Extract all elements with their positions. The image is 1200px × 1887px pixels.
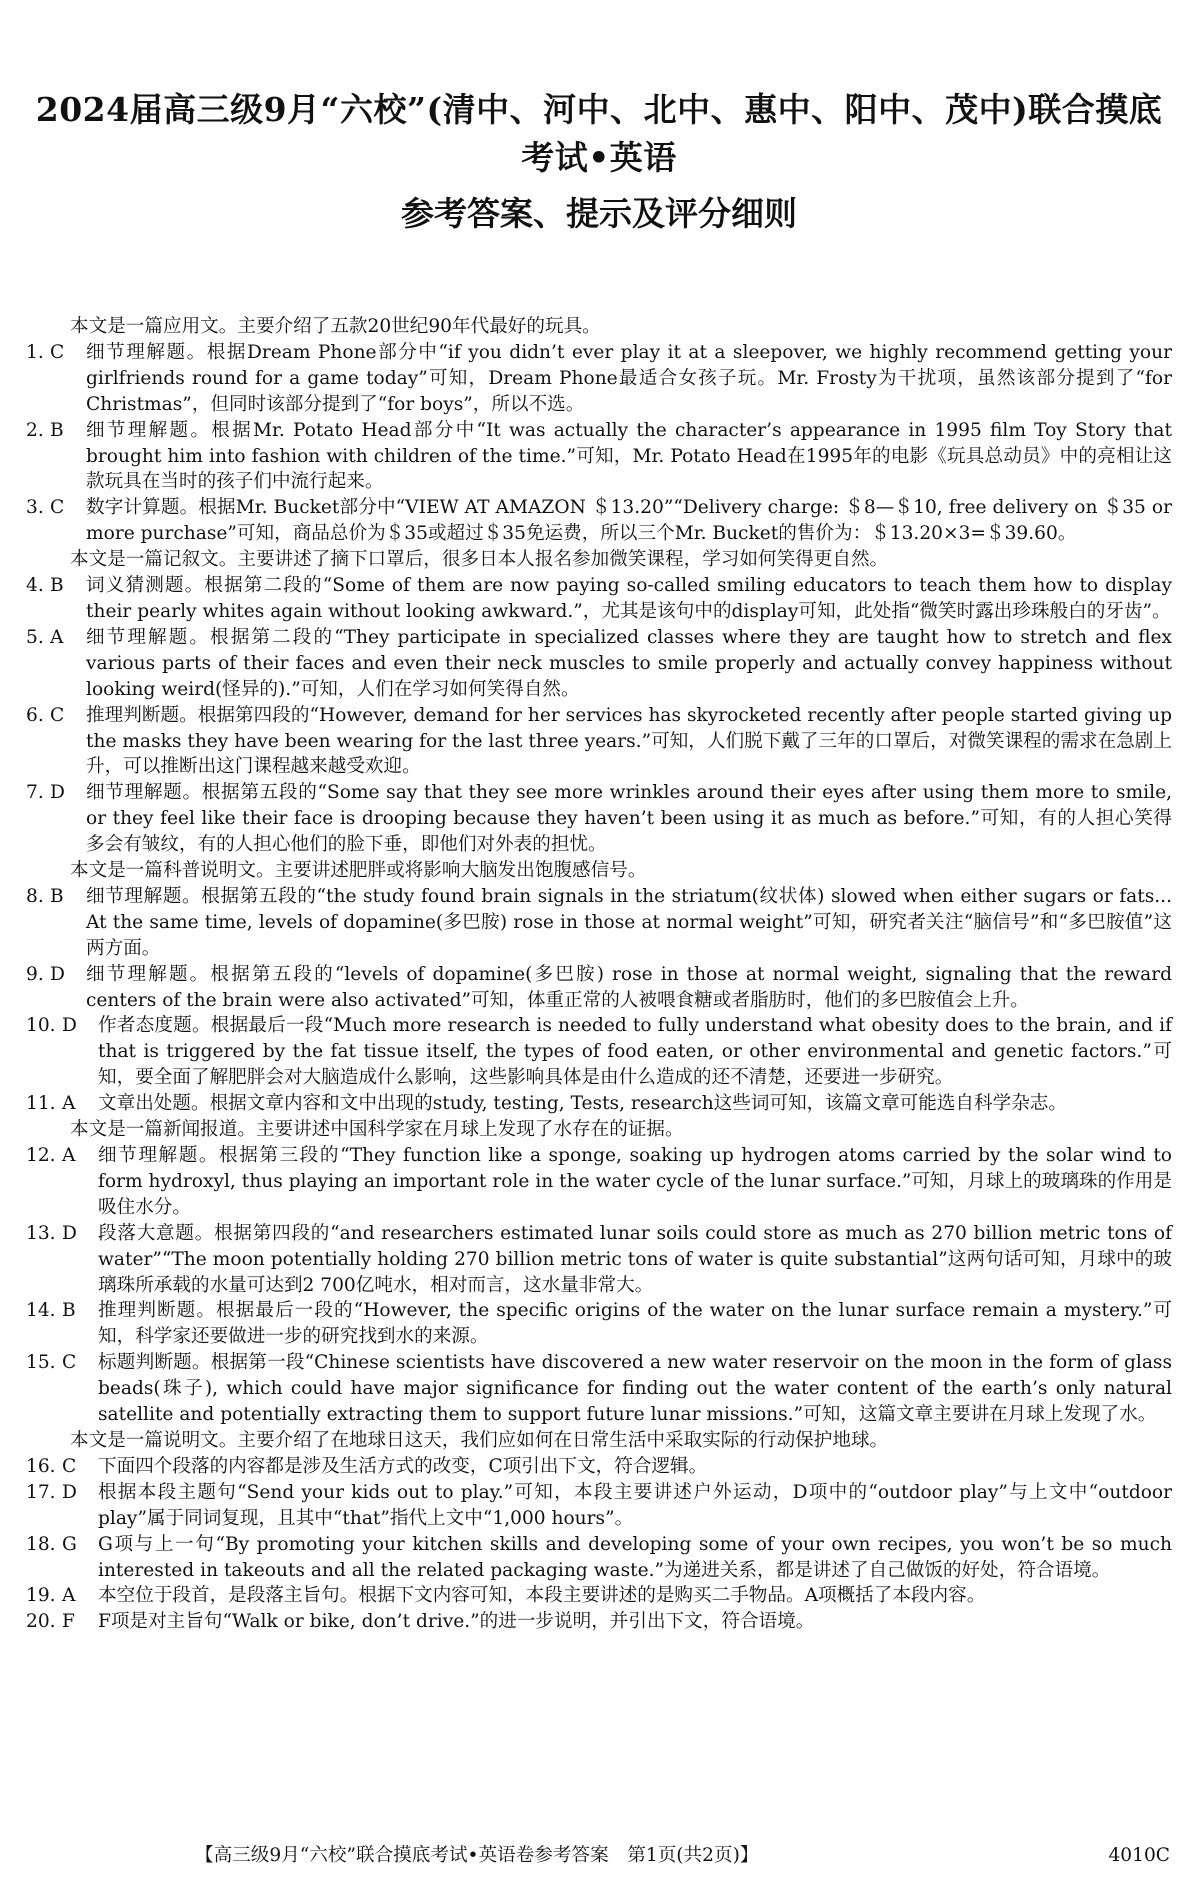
answer-letter: D bbox=[50, 963, 65, 985]
passage-intro: 本文是一篇记叙文。主要讲述了摘下口罩后，很多日本人报名参加微笑课程，学习如何笑得更自然。 bbox=[70, 549, 889, 571]
explanation-text: 作者态度题。根据最后一段“Much more research is needed to fully understand what obesity does to the brain, and if that is triggered by the fat tissue itself, the types of food eaten, or other environmental and genetic factors.”可知，要全面了解肥胖会对大脑造成什么影响，这些影响具体是由什么造成的还不清楚，还要进一步研究。 bbox=[98, 1015, 1172, 1089]
answer-item bbox=[26, 884, 1172, 962]
question-number: 19. bbox=[26, 1585, 56, 1607]
passage-intro: 本文是一篇说明文。主要介绍了在地球日这天，我们应如何在日常生活中采取实际的行动保护地球。 bbox=[70, 1429, 889, 1451]
answer-item bbox=[26, 625, 1172, 703]
explanation-text: F项是对主旨句“Walk or bike, don’t drive.”的进一步说明，并引出下文，符合语境。 bbox=[98, 1611, 815, 1633]
answer-item bbox=[26, 703, 1172, 781]
question-number: 2. bbox=[26, 419, 44, 441]
question-number: 13. bbox=[26, 1222, 56, 1244]
explanation-text: 细节理解题。根据Mr. Potato Head部分中“It was actually the character’s appearance in 1995 film Toy Story that brought him into fashion with children of the time.”可知，Mr. Potato Head在1995年的电影《玩具总动员》中的亮相让这款玩具在当时的孩子们中流行起来。 bbox=[86, 419, 1172, 493]
answer-item bbox=[26, 418, 1172, 496]
answer-letter: D bbox=[62, 1481, 77, 1503]
answer-item bbox=[26, 780, 1172, 858]
question-number: 9. bbox=[26, 963, 44, 985]
answer-letter: C bbox=[62, 1352, 77, 1374]
question-number: 8. bbox=[26, 885, 44, 907]
explanation-text: 细节理解题。根据第五段的“Some say that they see more wrinkles around their eyes after using them more to smile, or they feel like their face is drooping because they haven’t been using it as much as before.”可知，有的人担心笑得多会有皱纹，有的人担心他们的脸下垂，即他们对外表的担忧。 bbox=[86, 782, 1172, 856]
answer-item bbox=[26, 1298, 1172, 1350]
answer-letter: C bbox=[50, 497, 65, 519]
answer-item bbox=[26, 1583, 1172, 1609]
footer-page-info: 【高三级9月“六校”联合摸底考试•英语卷参考答案 第1页(共2页)】 bbox=[195, 1845, 759, 1866]
page-title: 2024届高三级9月“六校”(清中、河中、北中、惠中、阳中、茂中)联合摸底考试•英语 bbox=[35, 90, 1163, 177]
answer-letter: A bbox=[62, 1145, 76, 1166]
answer-letter: A bbox=[50, 626, 64, 648]
question-number: 5. bbox=[26, 626, 44, 648]
answer-letter: G bbox=[62, 1533, 77, 1555]
answer-letter: C bbox=[50, 704, 65, 726]
answer-letter: B bbox=[50, 419, 64, 441]
explanation-text: 细节理解题。根据Dream Phone部分中“if you didn’t ever play it at a sleepover, we highly recommend getting your girlfriends round for a game today”可知，Dream Phone最适合女孩子玩。Mr. Frosty为干扰项，虽然该部分提到了“for Christmas”，但同时该部分提到了“for boys”，所以不选。 bbox=[86, 341, 1172, 415]
explanation-text: 段落大意题。根据第四段的“and researchers estimated lunar soils could store as much as 270 billion metric tons of water”“The moon potentially holding 270 billion metric tons of water is quite substantial”这两句话可知，月球中的玻璃珠所承载的水量可达到2 700亿吨水，相对而言，这水量非常大。 bbox=[98, 1222, 1172, 1296]
answer-letter: D bbox=[50, 782, 65, 804]
passage-intro: 本文是一篇新闻报道。主要讲述中国科学家在月球上发现了水存在的证据。 bbox=[70, 1119, 684, 1141]
answer-item bbox=[26, 1143, 1172, 1221]
explanation-text: 数字计算题。根据Mr. Bucket部分中“VIEW AT AMAZON ＄13.20”“Delivery charge: ＄8—＄10, free delivery on ＄35 or more purchase”可知，商品总价为＄35或超过＄35免运费，所以三个Mr. Bucket的售价为：＄13.20×3=＄39.60。 bbox=[86, 497, 1172, 545]
answer-list bbox=[26, 314, 1172, 1635]
question-number: 16. bbox=[26, 1455, 56, 1477]
answer-item bbox=[26, 962, 1172, 1014]
explanation-text: 细节理解题。根据第五段的“the study found brain signals in the striatum(纹状体) slowed when either sugars or fats... At the same time, levels of dopamine(多巴胺) rose in those at normal weight”可知，研究者关注“脑信号”和“多巴胺值”这两方面。 bbox=[86, 885, 1172, 959]
explanation-text: 推理判断题。根据第四段的“However, demand for her services has skyrocketed recently after people started giving up the masks they have been wearing for the last three years.”可知，人们脱下戴了三年的口罩后，对微笑课程的需求在急剧上升，可以推断出这门课程越来越受欢迎。 bbox=[86, 704, 1172, 778]
explanation-text: 下面四个段落的内容都是涉及生活方式的改变，C项引出下文，符合逻辑。 bbox=[98, 1455, 708, 1477]
explanation-text: 细节理解题。根据第三段的“They function like a sponge, soaking up hydrogen atoms carried by the solar wind to form hydroxyl, thus playing an important role in the water cycle of the lunar surface.”可知，月球上的玻璃珠的作用是吸住水分。 bbox=[98, 1145, 1172, 1218]
answer-letter: D bbox=[62, 1222, 77, 1244]
question-number: 17. bbox=[26, 1481, 56, 1503]
question-number: 14. bbox=[26, 1300, 56, 1322]
answer-item bbox=[26, 1609, 1172, 1635]
answer-letter: F bbox=[62, 1611, 75, 1633]
answer-letter: D bbox=[62, 1015, 77, 1037]
page-subtitle: 参考答案、提示及评分细则 bbox=[401, 194, 797, 233]
question-number: 18. bbox=[26, 1533, 56, 1555]
explanation-text: 标题判断题。根据第一段“Chinese scientists have discovered a new water reservoir on the moon in the form of glass beads(珠子), which could have major significance for finding out the water content of the earth’s only natural satellite and potentially extracting them to support future lunar missions.”可知，这篇文章主要讲在月球上发现了水。 bbox=[98, 1352, 1172, 1426]
explanation-text: 本空位于段首，是段落主旨句。根据下文内容可知，本段主要讲述的是购买二手物品。A项概括了本段内容。 bbox=[98, 1585, 986, 1607]
answer-item bbox=[26, 1091, 1172, 1117]
explanation-text: 细节理解题。根据第二段的“They participate in specialized classes where they are taught how to stretch and flex various parts of their faces and even their neck muscles to smile properly and actually convey happiness without looking weird(怪异的).”可知，人们在学习如何笑得自然。 bbox=[86, 626, 1172, 700]
answer-item bbox=[26, 1454, 1172, 1480]
answer-item bbox=[26, 573, 1172, 625]
question-number: 3. bbox=[26, 497, 44, 519]
answer-item bbox=[26, 1013, 1172, 1091]
question-number: 4. bbox=[26, 575, 44, 597]
answer-letter: C bbox=[50, 341, 65, 363]
question-number: 7. bbox=[26, 782, 44, 804]
question-number: 1. bbox=[26, 341, 44, 363]
answer-item bbox=[26, 1350, 1172, 1428]
question-number: 6. bbox=[26, 704, 44, 726]
question-number: 12. bbox=[26, 1145, 56, 1166]
answer-item bbox=[26, 1480, 1172, 1532]
question-number: 10. bbox=[26, 1015, 56, 1037]
answer-letter: C bbox=[62, 1455, 77, 1477]
footer-doc-code: 4010C bbox=[1108, 1845, 1170, 1866]
explanation-text: 推理判断题。根据最后一段的“However, the specific origins of the water on the lunar surface remain a mystery.”可知，科学家还要做进一步的研究找到水的来源。 bbox=[98, 1300, 1172, 1348]
answer-item bbox=[26, 1221, 1172, 1299]
explanation-text: G项与上一句“By promoting your kitchen skills and developing some of your own recipes, you won’t be so much interested in takeouts and all the related packaging waste.”为递进关系，都是讲述了自己做饭的好处，符合语境。 bbox=[98, 1533, 1172, 1581]
explanation-text: 词义猜测题。根据第二段的“Some of them are now paying so-called smiling educators to teach them how to display their pearly whites again without looking awkward.”，尤其是该句中的display可知，此处指“微笑时露出珍珠般白的牙齿”。 bbox=[86, 575, 1172, 622]
answer-item bbox=[26, 1532, 1172, 1584]
answer-letter: B bbox=[62, 1300, 76, 1322]
answer-letter: A bbox=[62, 1585, 76, 1607]
explanation-text: 细节理解题。根据第五段的“levels of dopamine(多巴胺) rose in those at normal weight, signaling that the reward centers of the brain were also activated”可知，体重正常的人被喂食糖或者脂肪时，他们的多巴胺值会上升。 bbox=[86, 963, 1172, 1011]
answer-letter: B bbox=[50, 885, 64, 907]
answer-item bbox=[26, 340, 1172, 418]
answer-letter: B bbox=[50, 575, 64, 597]
question-number: 11. bbox=[26, 1093, 56, 1115]
passage-intro: 本文是一篇科普说明文。主要讲述肥胖或将影响大脑发出饱腹感信号。 bbox=[70, 860, 647, 882]
question-number: 20. bbox=[26, 1611, 56, 1633]
answer-item bbox=[26, 495, 1172, 547]
question-number: 15. bbox=[26, 1352, 56, 1374]
explanation-text: 根据本段主题句“Send your kids out to play.”可知，本段主要讲述户外运动，D项中的“outdoor play”与上文中“outdoor play”属于同词复现，且其中“that”指代上文中“1,000 hours”。 bbox=[98, 1481, 1172, 1529]
answer-letter: A bbox=[62, 1093, 76, 1115]
explanation-text: 文章出处题。根据文章内容和文中出现的study, testing, Tests, research这些词可知，该篇文章可能选自科学杂志。 bbox=[98, 1093, 1067, 1115]
passage-intro: 本文是一篇应用文。主要介绍了五款20世纪90年代最好的玩具。 bbox=[70, 316, 601, 337]
